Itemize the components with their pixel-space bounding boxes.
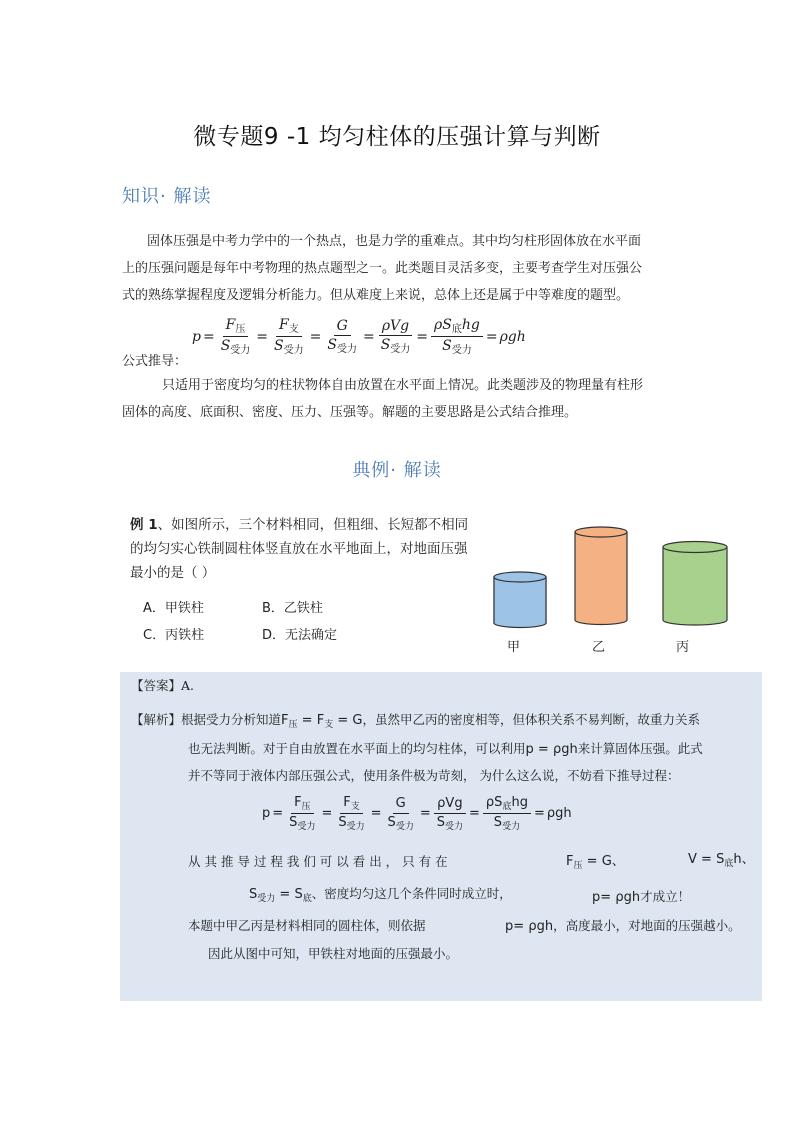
analysis-label: 【解析】 [131,712,182,727]
choice-b: B．乙铁柱 [262,601,323,616]
analysis-line-1: 【解析】根据受力分析知道$F_压 = F_支 = G$，虽然甲乙丙的密度相等，但体积关系不易判断，故重力关系 [131,712,700,730]
cylinder-label-yi: 乙 [592,640,606,655]
note-line-2: 固体的高度、底面积、密度、压力、压强等。解题的主要思路是公式结合推理。 [122,405,578,420]
conclude-line-b: p= ρgh，高度最小，对地面的压强越小。 [505,918,741,934]
cylinders-figure [485,520,745,635]
note-line-1: 只适用于密度均匀的柱状物体自由放置在水平面上情况。此类题涉及的物理量有柱形 [162,378,644,393]
derive-line-b: $S_{受力} = S_底$、密度均匀这几个条件同时成立时， [249,886,512,904]
answer-line: 【答案】A. [131,678,195,693]
examples-heading: 典例· 解读 [352,460,442,481]
cylinder-bing [663,542,727,626]
analysis-line-3: 并不等同于液体内部压强公式，使用条件极为苛刻， 为什么这么说，不妨看下推导过程： [188,768,680,783]
cond-press-eq-g: $F_压 = G$、 [566,854,625,871]
cond-volume: $V = S_底h$、 [688,852,755,869]
derive-line-a: 从 其 推 导 过 程 我 们 可 以 看 出 ， 只 有 在 [188,854,448,869]
knowledge-heading: 知识· 解读 [122,186,212,207]
choice-a: A．甲铁柱 [143,601,204,616]
analysis-line-2: 也无法判断。对于自由放置在水平面上的均匀柱体，可以利用p = ρgh来计算固体压强。此式 [188,741,703,757]
cylinder-yi [575,527,627,625]
derive-line-c: p= ρgh才成立！ [592,889,691,905]
example-1-question: 例 1、如图所示，三个材料相同，但粗细、长短都不相同 的均匀实心铁制圆柱体竖直放在水平地面上，对地面压强 最小的是（ ） [130,517,469,581]
intro-line-3: 式的熟练掌握程度及逻辑分析能力。但从难度上来说，总体上还是属于中等难度的题型。 [122,288,630,303]
cylinder-label-jia: 甲 [507,640,521,655]
derivation-formula: p = $\frac{F_压}{S_{受力}}$ = $\frac{F_支}{S_{受力}}$ = $\frac{G}{S_{受力}}$ = $\frac{\text{ρVg}}{S_{受力}}$ = $\frac{\rho S_底hg}{S_{受力}}$ = ρgh [262,795,572,832]
formula-label: 公式推导： [122,354,188,369]
cylinder-label-bing: 丙 [676,640,690,655]
final-line: 因此从图中可知，甲铁柱对地面的压强最小。 [208,946,459,961]
choice-c: C．丙铁柱 [143,628,205,643]
conclude-line-a: 本题中甲乙丙是材料相同的圆柱体，则依据 [188,918,426,933]
pressure-formula: p = $\frac{F_压}{S_{受力}}$ = $\frac{F_支}{S_{受力}}$ = $\frac{G}{S_{受力}}$ = $\frac{\text{ρVg}}{S_{受力}}$ = $\frac{\rho S_底hg}{S_{受力}}$ = ρgh [192,317,526,356]
cylinder-jia [494,572,546,628]
page-title: 微专题9 -1 均匀柱体的压强计算与判断 [193,124,601,150]
intro-line-2: 上的压强问题是每年中考物理的热点题型之一。此类题目灵活多变，主要考查学生对压强公 [122,261,643,276]
example-label: 例 1 [130,517,158,533]
choice-d: D．无法确定 [262,628,338,643]
intro-line-1: 固体压强是中考力学中的一个热点，也是力学的重难点。其中均匀柱形固体放在水平面 [147,234,642,249]
